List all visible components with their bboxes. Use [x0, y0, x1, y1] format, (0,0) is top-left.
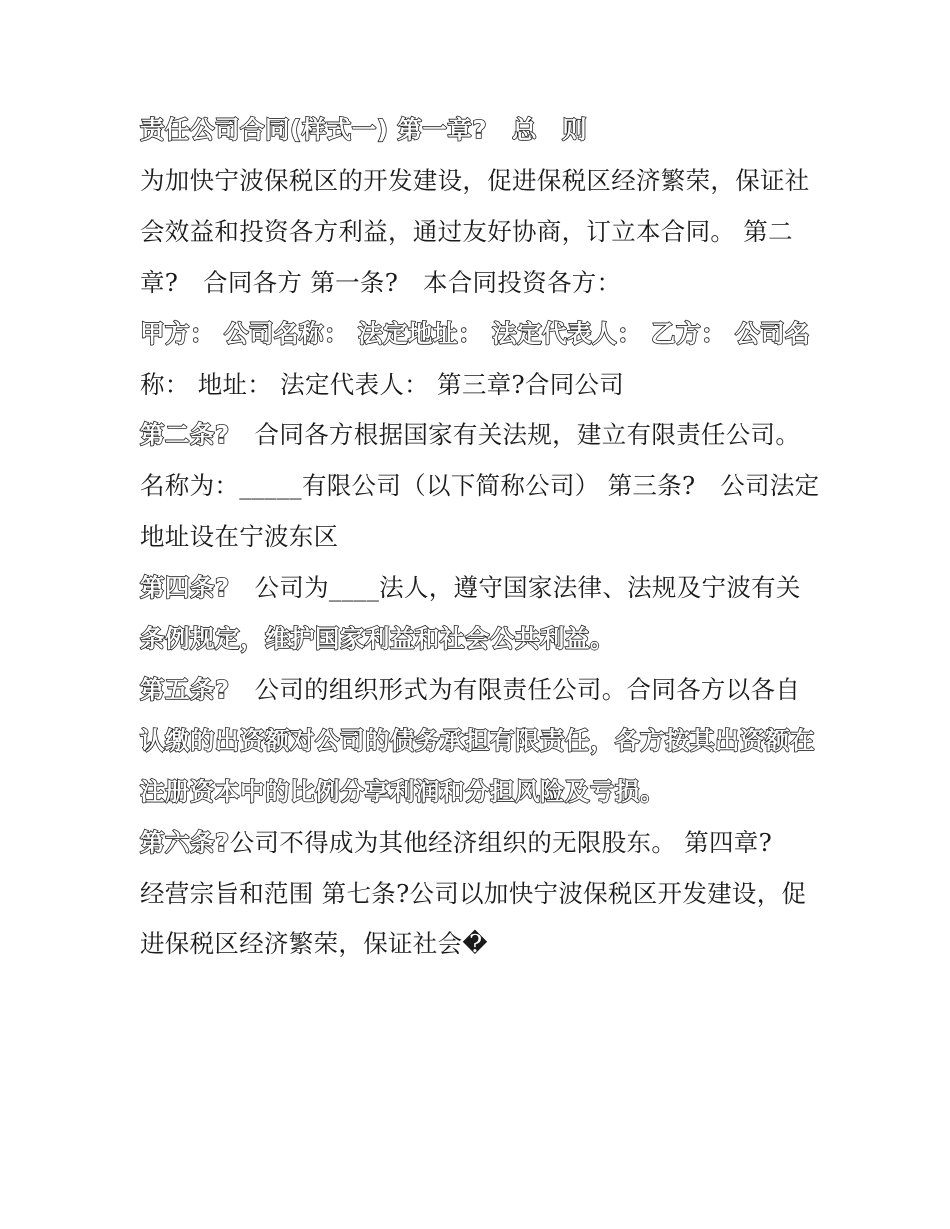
text-segment: 进保税区经济繁荣，保证社会� [140, 929, 488, 959]
outlined-text-segment: 注册资本中的比例分享利润和分担风险及亏损。 [140, 776, 665, 806]
text-line [140, 515, 830, 559]
text-line [140, 821, 830, 865]
text-line [140, 922, 830, 966]
outlined-text-segment: 第六条? [140, 827, 230, 857]
text-segment: 为加快宁波保税区的开发建设，促进保税区经济繁荣，保证社 [140, 165, 810, 195]
text-segment: 经营宗旨和范围 第七条?公司以加快宁波保税区开发建设，促 [140, 878, 807, 908]
text-segment: 会效益和投资各方利益，通过友好协商，订立本合同。 第二 [140, 216, 793, 246]
text-line [140, 566, 830, 610]
text-segment: 地址设在宁波东区 [140, 522, 339, 552]
text-line [140, 108, 830, 152]
text-segment: 名称为：_____有限公司（以下简称公司） 第三条? 公司法定 [140, 471, 820, 501]
outlined-text-segment: 第五条? [140, 674, 230, 704]
text-segment: 公司不得成为其他经济组织的无限股东。 第四章? [229, 827, 773, 857]
text-segment: 公司为____法人，遵守国家法律、法规及宁波有关 [229, 573, 801, 603]
text-line [140, 464, 830, 508]
outlined-text-segment: 甲方： 公司名称： 法定地址： 法定代表人： 乙方： 公司名 [140, 318, 811, 348]
outlined-text-segment: 条例规定，维护国家利益和社会公共利益。 [140, 624, 615, 653]
text-line [140, 159, 830, 203]
text-segment: 公司的组织形式为有限责任公司。合同各方以各自 [229, 674, 801, 704]
text-line [140, 413, 830, 457]
outlined-text-segment: 第二条? [140, 420, 230, 450]
text-line [140, 617, 830, 661]
text-line [140, 261, 830, 305]
text-line [140, 312, 830, 356]
text-line [140, 363, 830, 407]
text-line [140, 770, 830, 814]
outlined-text-segment: 认缴的出资额对公司的债务承担有限责任，各方按其出资额在 [140, 725, 815, 755]
text-line [140, 872, 830, 916]
text-segment: 合同各方根据国家有关法规，建立有限责任公司。 [229, 420, 801, 450]
outlined-text-segment: 责任公司合同(样式一) 第一章? 总 则 [140, 115, 588, 144]
text-line [140, 719, 830, 763]
text-segment: 称： 地址： 法定代表人： 第三章?合同公司 [140, 369, 625, 399]
text-line [140, 668, 830, 712]
outlined-text-segment: 第四条? [140, 573, 230, 603]
text-segment: 章? 合同各方 第一条? 本合同投资各方： [140, 267, 622, 297]
text-line [140, 210, 830, 254]
